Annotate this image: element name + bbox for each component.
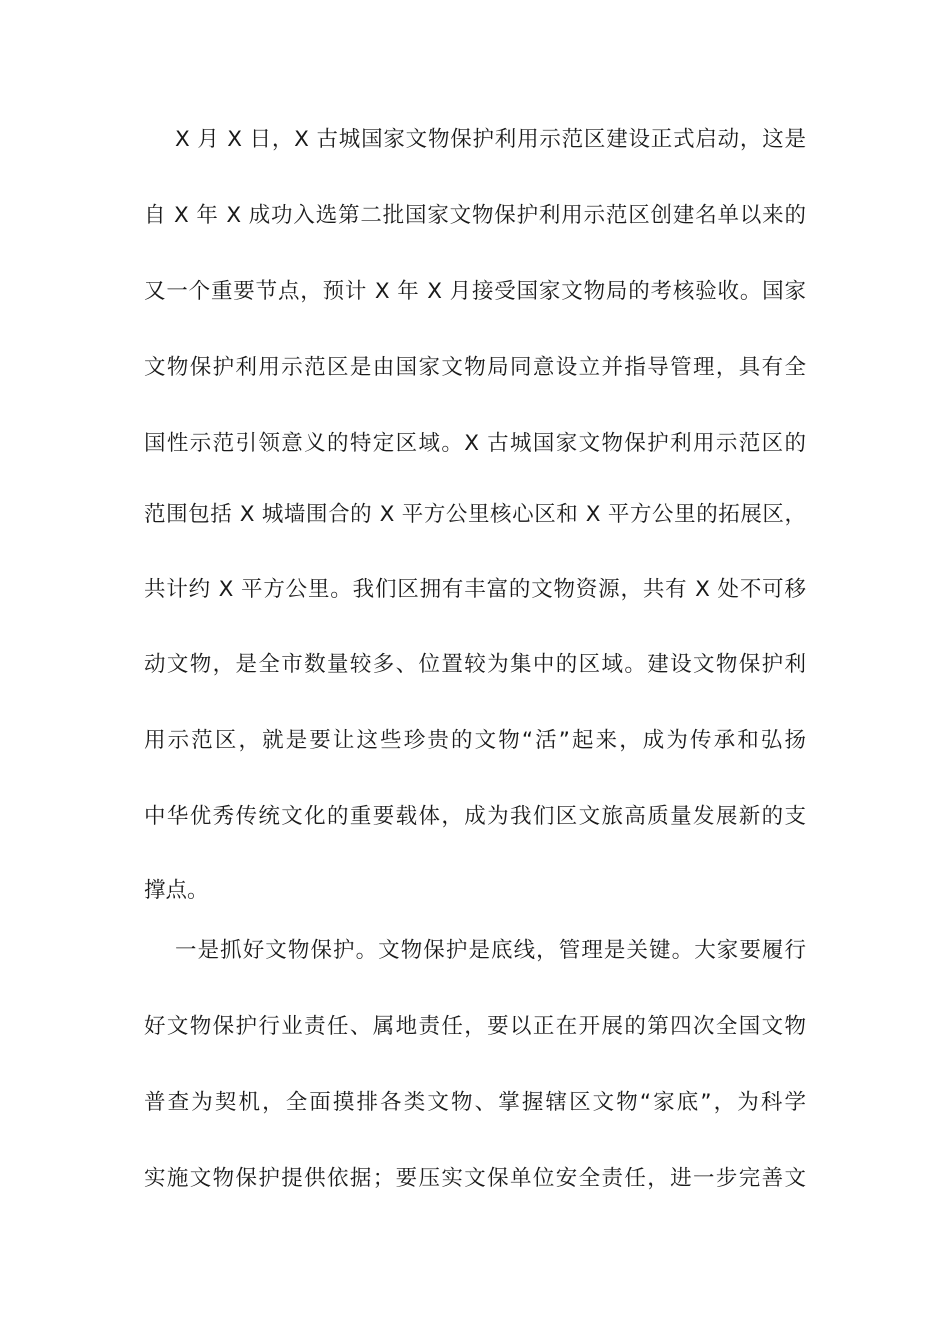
paragraph-1-line-11: 撑点。 [144, 878, 209, 903]
paragraph-2-line-3: 普查为契机，全面摸排各类文物、掌握辖区文物“家底”，为科学 [144, 1090, 806, 1115]
paragraph-1-line-9: 用示范区，就是要让这些珍贵的文物“活”起来，成为传承和弘扬 [144, 728, 806, 753]
paragraph-2-line-4: 实施文物保护提供依据；要压实文保单位安全责任，进一步完善文 [144, 1166, 806, 1191]
paragraph-2-line-1: 一是抓好文物保护。文物保护是底线，管理是关键。大家要履行 [175, 938, 806, 963]
paragraph-1-line-7: 共计约 X 平方公里。我们区拥有丰富的文物资源，共有 X 处不可移 [144, 577, 806, 602]
paragraph-1-line-4: 文物保护利用示范区是由国家文物局同意设立并指导管理，具有全 [144, 355, 806, 380]
paragraph-1-line-6: 范围包括 X 城墙围合的 X 平方公里核心区和 X 平方公里的拓展区， [144, 502, 806, 527]
paragraph-2-line-2: 好文物保护行业责任、属地责任，要以正在开展的第四次全国文物 [144, 1014, 806, 1039]
paragraph-1-line-2: 自 X 年 X 成功入选第二批国家文物保护利用示范区创建名单以来的 [144, 203, 806, 228]
paragraph-1-line-3: 又一个重要节点，预计 X 年 X 月接受国家文物局的考核验收。国家 [144, 279, 806, 304]
paragraph-1-line-1: X 月 X 日，X 古城国家文物保护利用示范区建设正式启动，这是 [175, 127, 806, 152]
paragraph-1-line-8: 动文物，是全市数量较多、位置较为集中的区域。建设文物保护利 [144, 652, 806, 677]
paragraph-1-line-5: 国性示范引领意义的特定区域。X 古城国家文物保护利用示范区的 [144, 431, 806, 456]
paragraph-1-line-10: 中华优秀传统文化的重要载体，成为我们区文旅高质量发展新的支 [144, 804, 806, 829]
